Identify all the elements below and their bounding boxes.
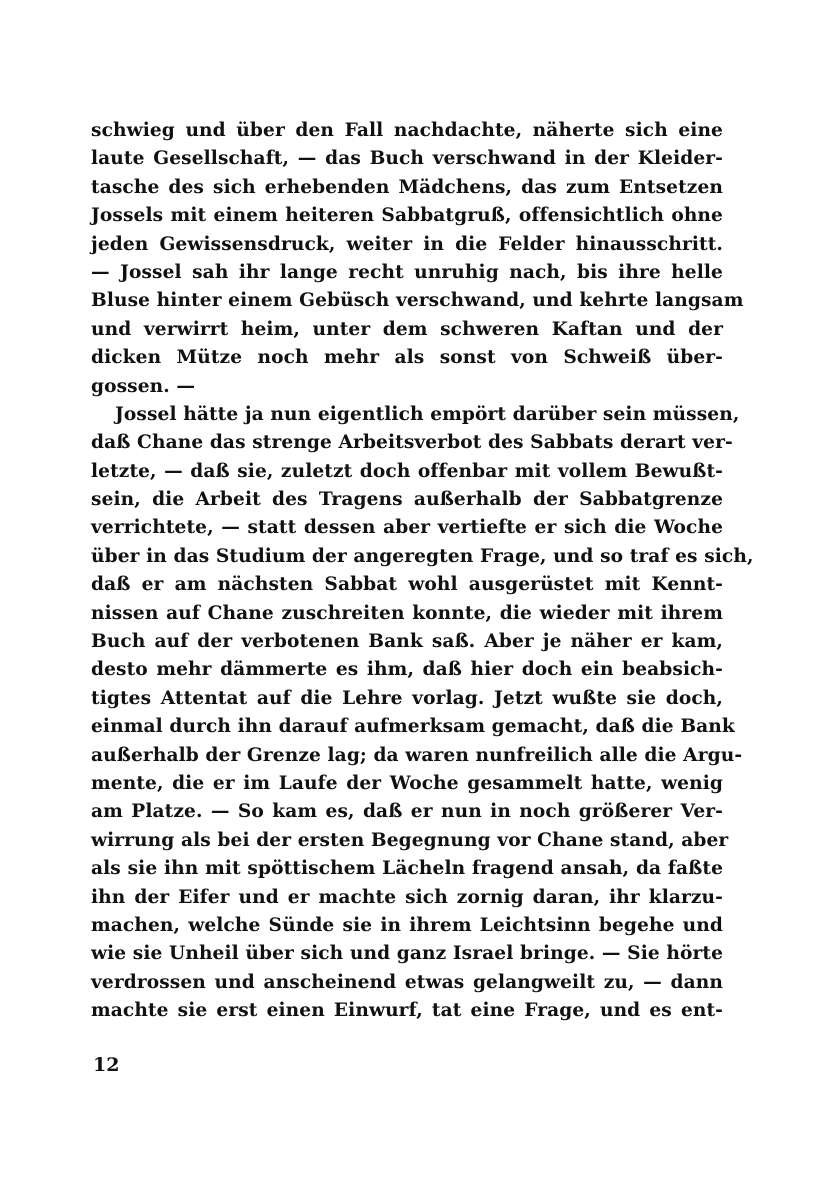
text-line: desto mehr dämmerte es ihm, daß hier doch ein beabsich- <box>91 659 723 681</box>
text-line: als sie ihn mit spöttischem Lächeln fragend ansah, da faßte <box>91 858 723 880</box>
text-line: — Jossel sah ihr lange recht unruhig nach, bis ihre helle <box>91 261 723 283</box>
body-text <box>91 117 754 1026</box>
text-line: machte sie erst einen Einwurf, tat eine Frage, und es ent- <box>91 1000 723 1022</box>
text-line: Buch auf der verbotenen Bank saß. Aber je näher er kam, <box>91 631 723 653</box>
text-line: daß Chane das strenge Arbeitsverbot des Sabbats derart ver- <box>91 432 733 454</box>
text-line: über in das Studium der angeregten Frage, und so traf es sich, <box>91 545 754 567</box>
text-line: tigtes Attentat auf die Lehre vorlag. Jetzt wußte sie doch, <box>91 687 723 709</box>
text-line: außerhalb der Grenze lag; da waren nunfreilich alle die Argu- <box>91 744 743 766</box>
text-line: wirrung als bei der ersten Begegnung vor Chane stand, aber <box>91 829 729 851</box>
text-line: letzte, — daß sie, zuletzt doch offenbar mit vollem Bewußt- <box>91 460 723 482</box>
text-line: gossen. — <box>91 375 196 397</box>
text-line: schwieg und über den Fall nachdachte, näherte sich eine <box>91 120 723 141</box>
text-line: und verwirrt heim, unter dem schweren Kaftan und der <box>91 318 723 340</box>
text-line: daß er am nächsten Sabbat wohl ausgerüstet mit Kennt- <box>91 574 723 596</box>
text-line: ihn der Eifer und er machte sich zornig daran, ihr klarzu- <box>91 886 723 908</box>
text-line: sein, die Arbeit des Tragens außerhalb der Sabbatgrenze <box>91 489 723 511</box>
text-line: mente, die er im Laufe der Woche gesammelt hatte, wenig <box>91 772 723 794</box>
text-line: einmal durch ihn darauf aufmerksam gemacht, daß die Bank <box>91 716 735 738</box>
text-line: Jossels mit einem heiteren Sabbatgruß, offensichtlich ohne <box>91 205 723 227</box>
text-line: verrichtete, — statt dessen aber vertiefte er sich die Woche <box>91 517 723 539</box>
text-line: dicken Mütze noch mehr als sonst von Schweiß über- <box>91 347 723 369</box>
text-line: Bluse hinter einem Gebüsch verschwand, und kehrte langsam <box>91 290 744 312</box>
text-line: laute Gesellschaft, — das Buch verschwand in der Kleider- <box>91 148 723 170</box>
text-line: am Platze. — So kam es, daß er nun in noch größerer Ver- <box>91 801 723 823</box>
text-line: wie sie Unheil über sich und ganz Israel bringe. — Sie hörte <box>91 943 723 965</box>
text-line: machen, welche Sünde sie in ihrem Leichtsinn begehe und <box>91 914 723 936</box>
text-line: nissen auf Chane zuschreiten konnte, die wieder mit ihrem <box>91 602 723 624</box>
text-line: tasche des sich erhebenden Mädchens, das zum Entsetzen <box>91 176 723 198</box>
text-line: verdrossen und anscheinend etwas gelangweilt zu, — dann <box>91 971 723 993</box>
page-number: 12 <box>93 1054 120 1076</box>
text-line: jeden Gewissensdruck, weiter in die Felder hinausschritt. <box>91 233 723 255</box>
paragraph-start-line: Jossel hätte ja nun eigentlich empört darüber sein müssen, <box>115 403 740 425</box>
